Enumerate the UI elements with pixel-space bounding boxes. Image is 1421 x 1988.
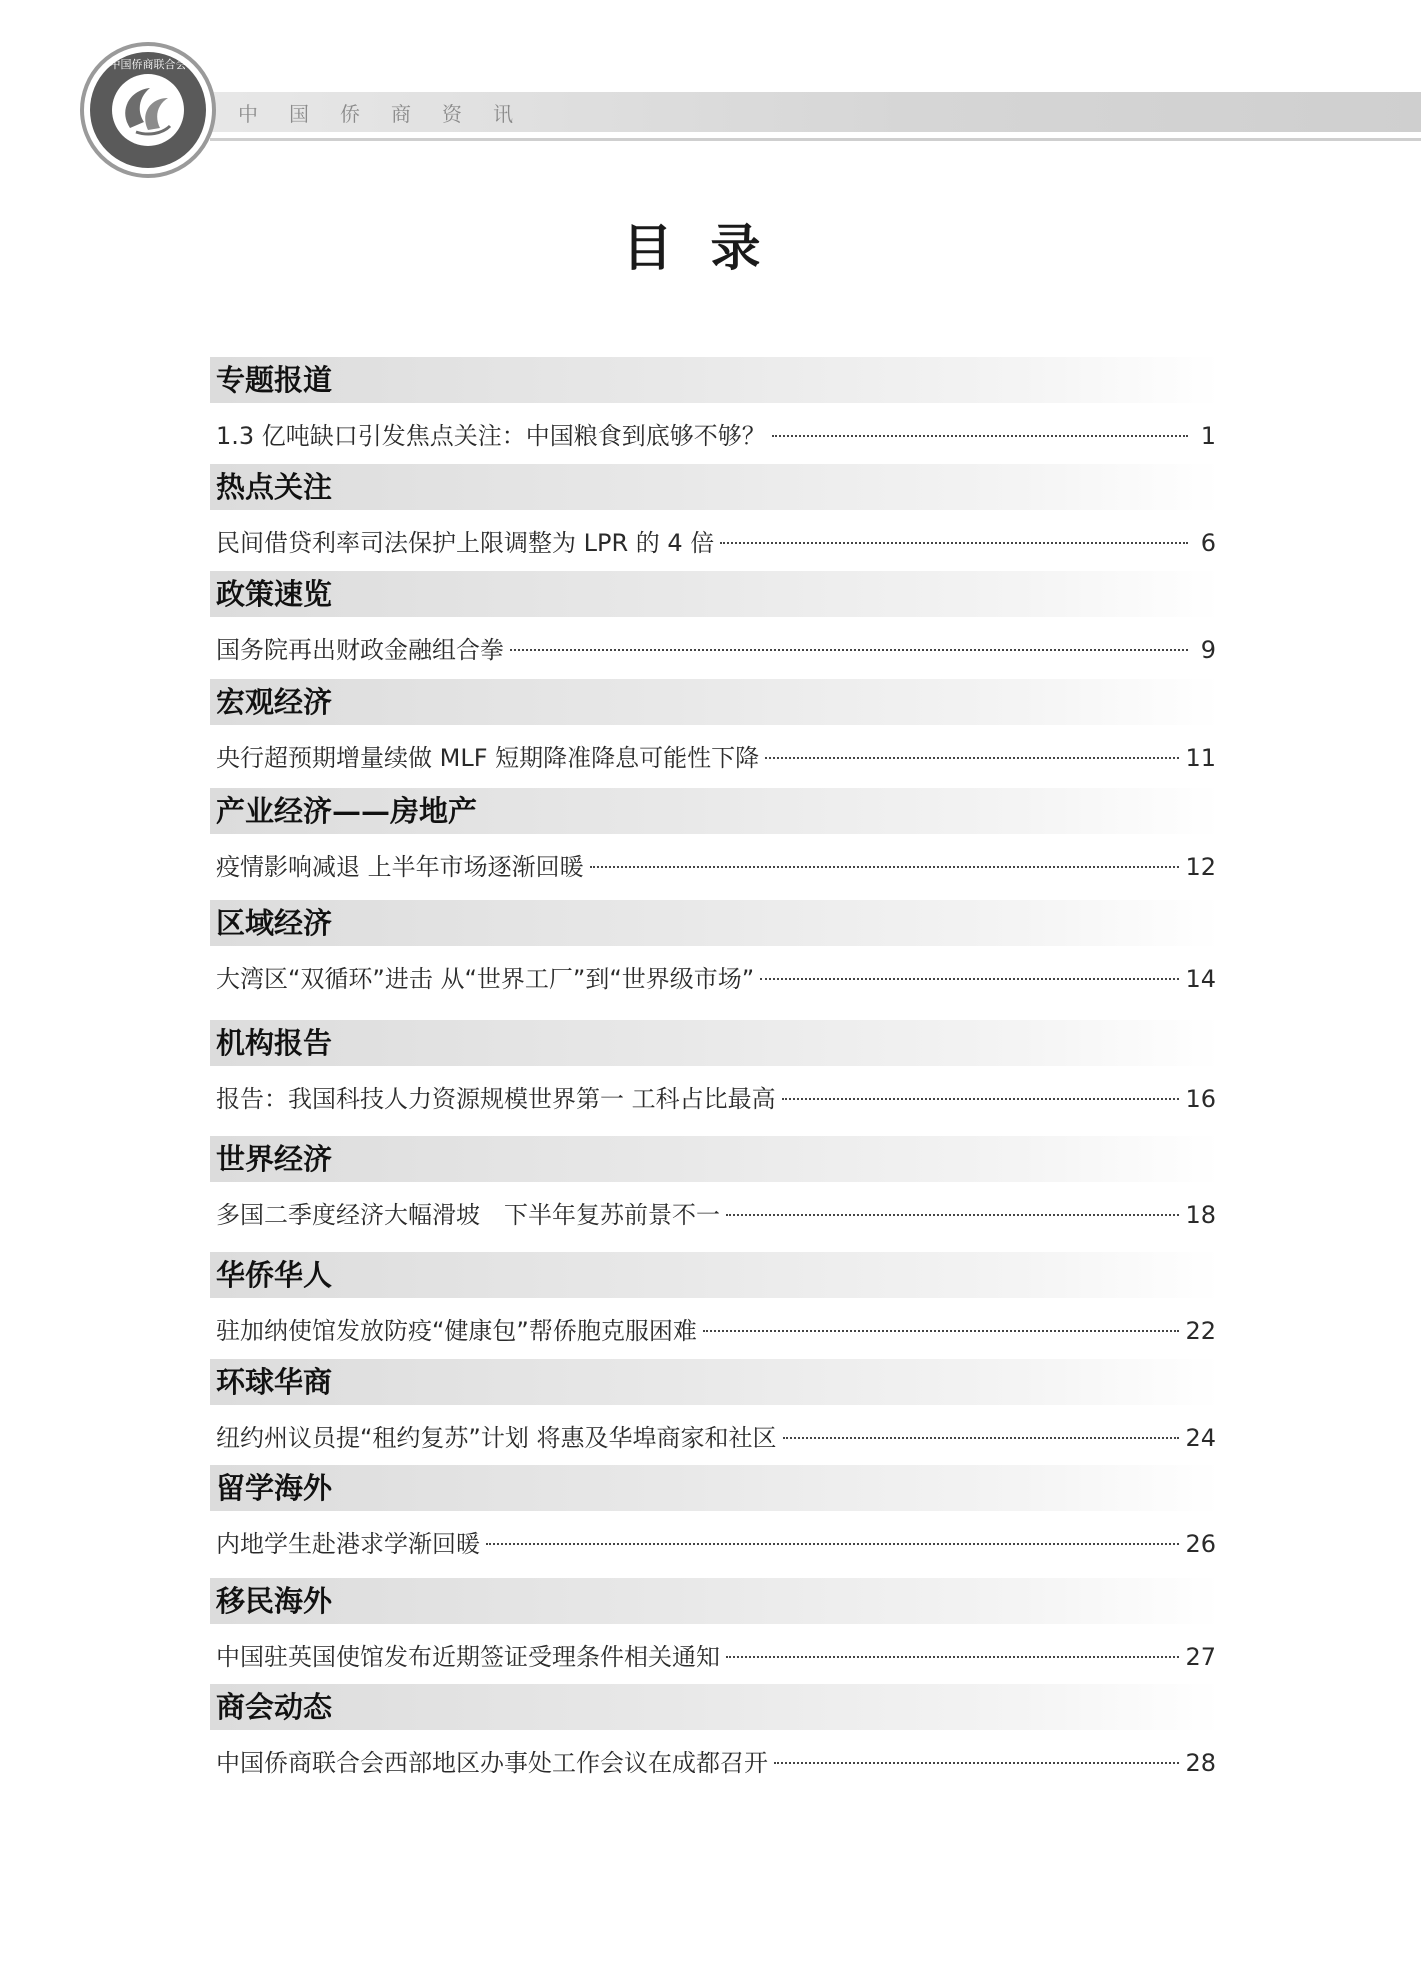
leader-dots [720,542,1188,544]
toc-entry[interactable] [210,959,1216,995]
entry-title: 内地学生赴港求学渐回暖 [216,1530,480,1558]
toc-entry[interactable] [210,1524,1216,1560]
entry-title: 央行超预期增量续做 MLF 短期降准降息可能性下降 [216,744,760,772]
toc-section [210,1252,1220,1347]
entry-title: 纽约州议员提“租约复苏”计划 将惠及华埠商家和社区 [216,1424,777,1452]
leader-dots [772,435,1188,437]
leader-dots [726,1656,1179,1658]
leader-dots [703,1330,1180,1332]
toc-section [210,464,1220,559]
leader-dots [782,1098,1180,1100]
toc-entry[interactable] [210,847,1216,883]
toc-entry[interactable] [210,1195,1216,1231]
page-number: 18 [1185,1201,1216,1229]
toc-section [210,679,1220,774]
toc-entry[interactable] [210,1079,1216,1115]
toc-section [210,1465,1220,1560]
entry-title: 疫情影响减退 上半年市场逐渐回暖 [216,853,584,881]
section-heading: 区域经济 [210,900,1220,946]
toc-entry[interactable] [210,738,1216,774]
section-heading: 留学海外 [210,1465,1220,1511]
entry-title: 1.3 亿吨缺口引发焦点关注：中国粮食到底够不够？ [216,422,766,450]
toc-section [210,571,1220,666]
toc-entry[interactable] [210,1418,1216,1454]
page-title: 目录 [622,219,799,277]
toc-section [210,900,1220,995]
section-heading: 商会动态 [210,1684,1220,1730]
leader-dots [510,649,1188,651]
page-number: 1 [1200,422,1216,450]
toc-section [210,1136,1220,1231]
toc-entry[interactable] [210,630,1216,666]
leader-dots [726,1214,1179,1216]
page-number: 14 [1185,965,1216,993]
toc-entry[interactable] [210,1311,1216,1347]
page-number: 27 [1185,1643,1216,1671]
toc-section [210,1359,1220,1454]
entry-title: 驻加纳使馆发放防疫“健康包”帮侨胞克服困难 [216,1317,697,1345]
section-heading: 世界经济 [210,1136,1220,1182]
publication-title: 中国侨商资讯 [238,102,544,126]
section-heading: 宏观经济 [210,679,1220,725]
page-number: 11 [1185,744,1216,772]
toc-section [210,1578,1220,1673]
leader-dots [590,866,1180,868]
leader-dots [765,757,1179,759]
entry-title: 中国侨商联合会西部地区办事处工作会议在成都召开 [216,1749,768,1777]
header-rule [210,138,1421,141]
section-heading: 华侨华人 [210,1252,1220,1298]
toc-section [210,788,1220,883]
page-header [0,0,1421,190]
page-number: 28 [1185,1749,1216,1777]
entry-title: 民间借贷利率司法保护上限调整为 LPR 的 4 倍 [216,529,715,557]
leader-dots [486,1543,1179,1545]
page-number: 16 [1185,1085,1216,1113]
entry-title: 大湾区“双循环”进击 从“世界工厂”到“世界级市场” [216,965,755,993]
toc-entry[interactable] [210,523,1216,559]
toc-entry[interactable] [210,1637,1216,1673]
logo-text: 中国侨商联合会 [109,58,187,71]
section-heading: 环球华商 [210,1359,1220,1405]
leader-dots [774,1762,1179,1764]
page-number: 22 [1185,1317,1216,1345]
section-heading: 热点关注 [210,464,1220,510]
entry-title: 多国二季度经济大幅滑坡 下半年复苏前景不一 [216,1201,720,1229]
entry-title: 报告：我国科技人力资源规模世界第一 工科占比最高 [216,1085,776,1113]
leader-dots [760,978,1179,980]
page-number: 26 [1185,1530,1216,1558]
federation-logo-icon [78,40,218,180]
section-heading: 移民海外 [210,1578,1220,1624]
toc-entry[interactable] [210,416,1216,452]
page-number: 24 [1185,1424,1216,1452]
toc-section [210,1684,1220,1779]
entry-title: 国务院再出财政金融组合拳 [216,636,504,664]
page-number: 9 [1200,636,1216,664]
section-heading: 产业经济——房地产 [210,788,1220,834]
toc-section [210,357,1220,452]
toc-section [210,1020,1220,1115]
entry-title: 中国驻英国使馆发布近期签证受理条件相关通知 [216,1643,720,1671]
toc-entry[interactable] [210,1743,1216,1779]
section-heading: 政策速览 [210,571,1220,617]
page-number: 12 [1185,853,1216,881]
page-number: 6 [1200,529,1216,557]
section-heading: 机构报告 [210,1020,1220,1066]
leader-dots [783,1437,1180,1439]
section-heading: 专题报道 [210,357,1220,403]
